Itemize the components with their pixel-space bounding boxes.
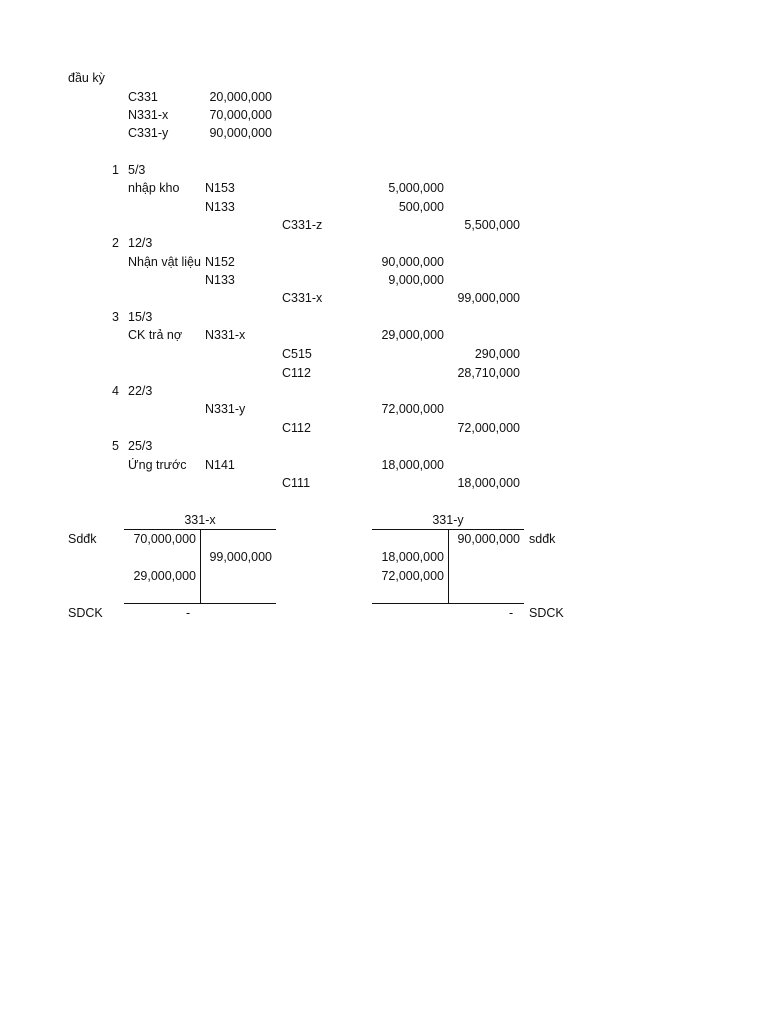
credit-amount: 72,000,000 [457,421,520,435]
debit-account: N141 [205,458,235,472]
debit-account: N153 [205,181,235,195]
debit-account: N331-x [205,328,246,342]
credit-account: C515 [282,347,312,361]
debit-amount: 72,000,000 [381,402,444,416]
entry-date: 5/3 [128,163,146,177]
credit-account: C111 [282,476,311,490]
opening-balance-label: sdđk [529,532,556,546]
credit-account: C112 [282,366,311,380]
opening-amount: 90,000,000 [209,126,272,140]
entry-number: 1 [112,163,119,177]
entry-number: 4 [112,384,119,398]
entry-date: 12/3 [128,236,153,250]
debit-amount: 500,000 [398,200,444,214]
t-account-debit: 70,000,000 [133,532,196,546]
opening-account: C331-y [128,126,169,140]
credit-amount: 18,000,000 [457,476,520,490]
credit-account: C331-z [282,218,323,232]
t-account-title: 331-x [184,513,216,527]
t-account-credit: 90,000,000 [457,532,520,546]
opening-account: N331-x [128,108,169,122]
debit-account: N331-y [205,402,246,416]
entry-date: 25/3 [128,439,153,453]
entry-description: Ứng trước [128,458,187,472]
debit-amount: 9,000,000 [388,273,444,287]
t-account-debit: 72,000,000 [381,569,444,583]
credit-amount: 290,000 [474,347,520,361]
debit-account: N133 [205,273,235,287]
closing-balance-label: SDCK [68,606,103,620]
debit-account: N152 [205,255,235,269]
entry-date: 15/3 [128,310,153,324]
opening-account: C331 [128,90,158,104]
entry-number: 3 [112,310,119,324]
t-account-title: 331-y [432,513,464,527]
closing-balance-value: - [186,606,191,620]
debit-amount: 90,000,000 [381,255,444,269]
opening-title: đầu kỳ [68,71,105,85]
entry-description: CK trả nợ [128,328,183,342]
credit-amount: 28,710,000 [457,366,520,380]
entry-number: 5 [112,439,119,453]
t-account-divider [200,529,201,603]
debit-amount: 29,000,000 [381,328,444,342]
closing-balance-value: - [509,606,514,620]
credit-account: C112 [282,421,311,435]
entry-description: Nhận vật liệu [128,255,201,269]
closing-balance-label: SDCK [529,606,564,620]
entry-date: 22/3 [128,384,153,398]
opening-amount: 20,000,000 [209,90,272,104]
credit-amount: 5,500,000 [464,218,520,232]
opening-amount: 70,000,000 [209,108,272,122]
debit-amount: 5,000,000 [388,181,444,195]
opening-balance-label: Sdđk [68,532,97,546]
entry-number: 2 [112,236,119,250]
t-account-bottom-line [372,603,524,604]
debit-account: N133 [205,200,235,214]
t-account-debit: 18,000,000 [381,550,444,564]
t-account-debit: 29,000,000 [133,569,196,583]
credit-account: C331-x [282,291,323,305]
t-account-bottom-line [124,603,276,604]
entry-description: nhập kho [128,181,180,195]
debit-amount: 18,000,000 [381,458,444,472]
credit-amount: 99,000,000 [457,291,520,305]
t-account-credit: 99,000,000 [209,550,272,564]
